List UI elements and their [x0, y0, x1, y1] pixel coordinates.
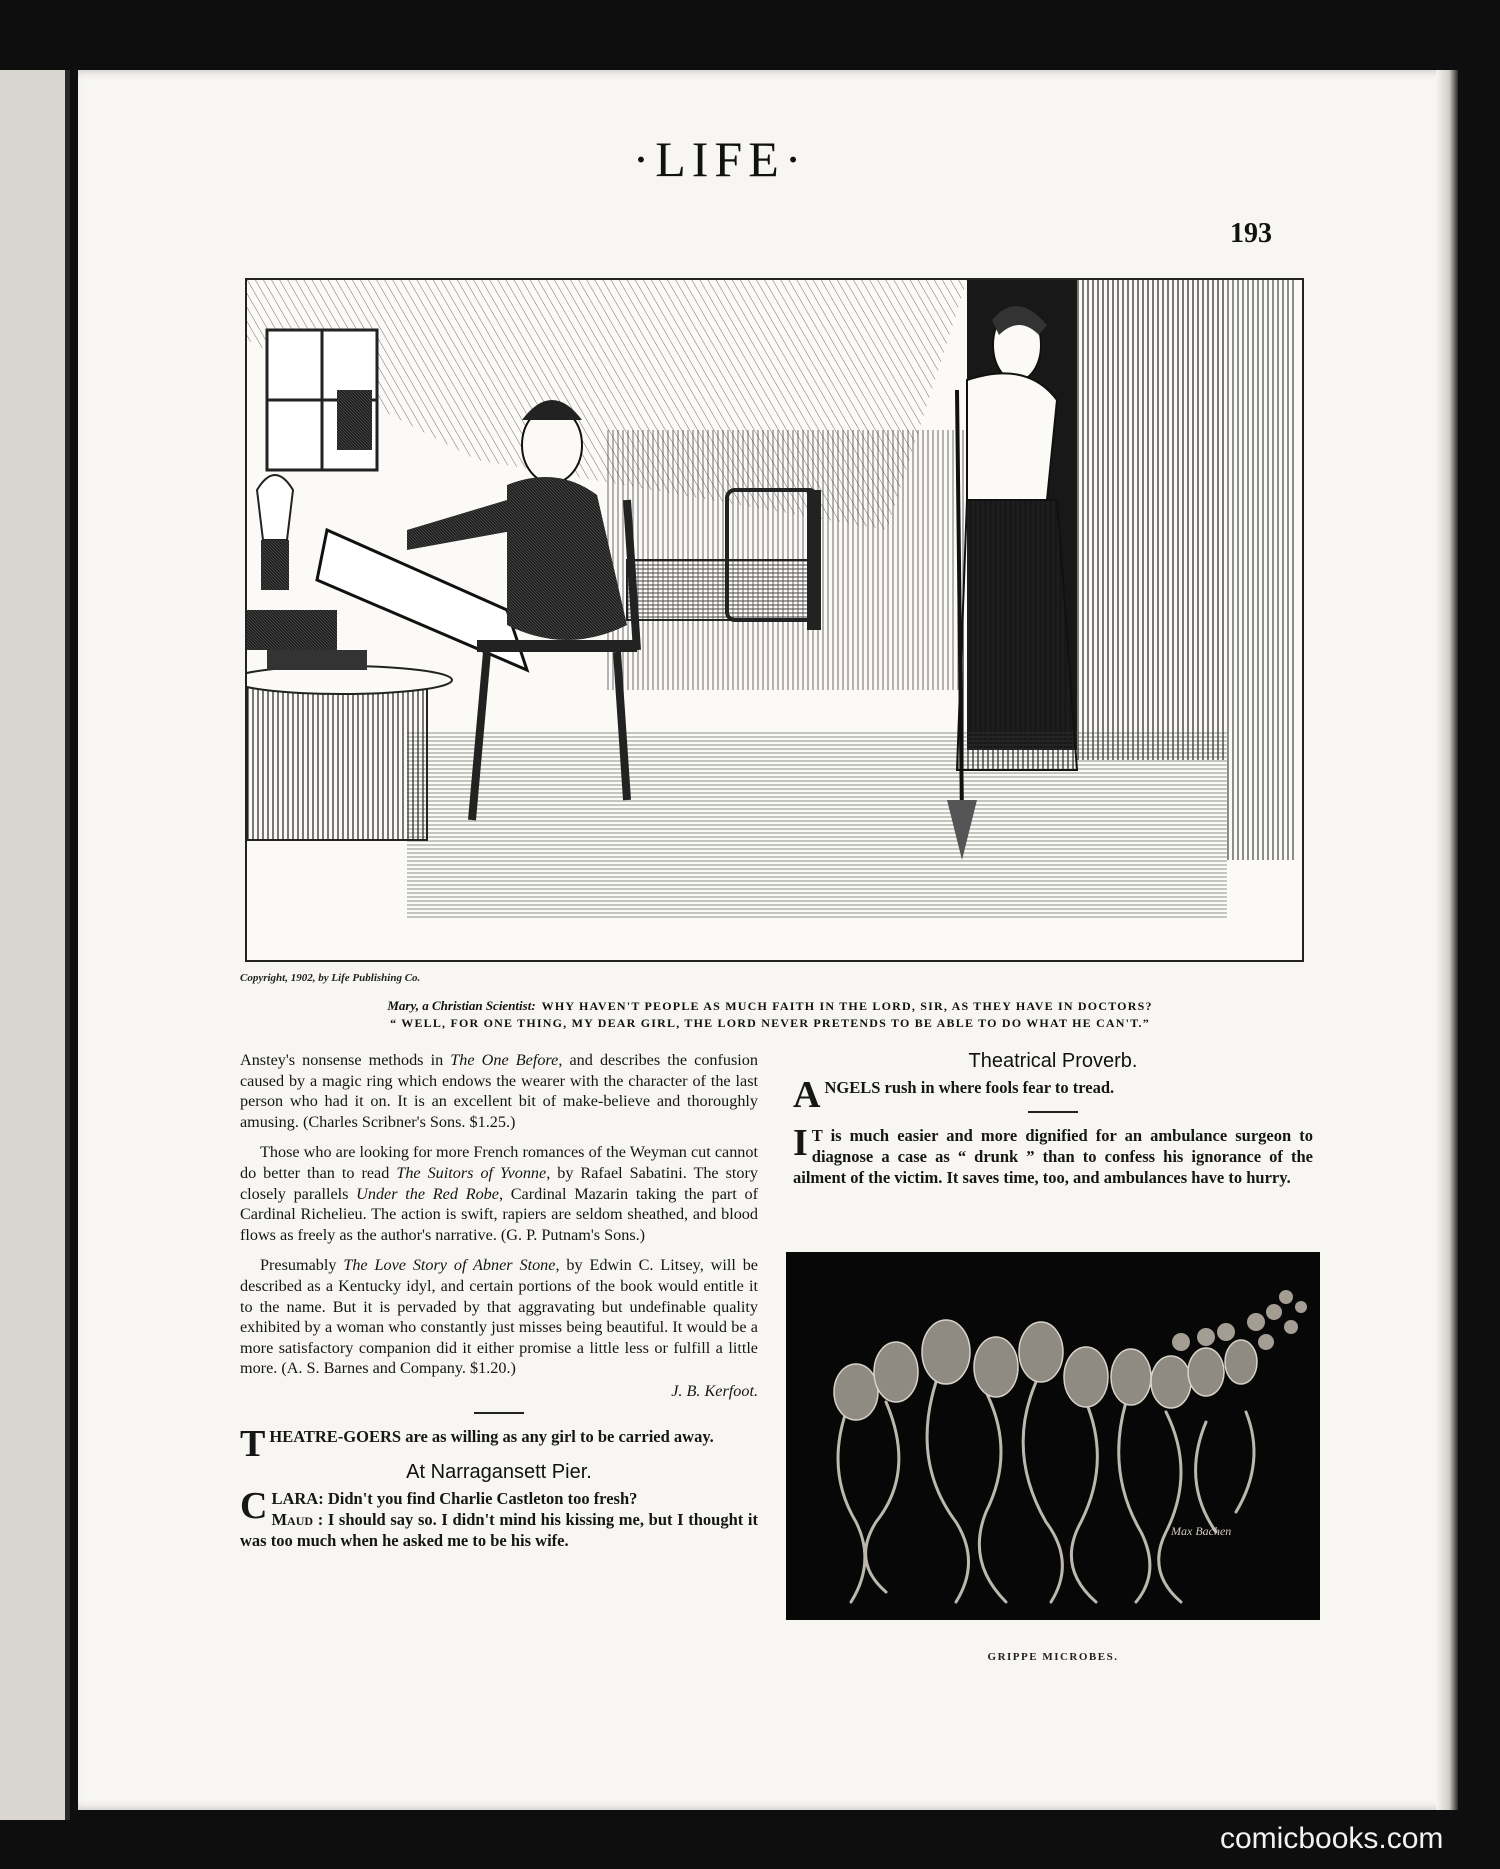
artist-signature: Max Bachen — [1171, 1524, 1232, 1538]
site-watermark: comicbooks.com — [1220, 1822, 1444, 1855]
caption-answer: “ WELL, FOR ONE THING, MY DEAR GIRL, THE LORD NEVER PRETENDS TO BE ABLE TO DO WHAT HE CAN'T.” — [390, 1016, 1150, 1030]
review-paragraph-3: Presumably The Love Story of Abner Stone, by Edwin C. Litsey, will be described as a Kentucky idyl, and certain portions of the book would entitle it to the name. But it is pervaded by that aggravating but undefinable quality exhibited by a woman who constantly just misses being beautiful. It would be a more satisfactory companion did it either promise a little less or fulfill a little more. (A. S. Barnes and Company. $1.20.) — [240, 1256, 758, 1378]
book-title: The Suitors of Yvonne — [396, 1163, 547, 1182]
book-title: Under the Red Robe — [356, 1184, 499, 1203]
left-column — [240, 1050, 758, 1563]
review-paragraph-1: Anstey's nonsense methods in The One Before, and describes the confusion caused by a magic ring which endows the wearer with the character of the last person who had it on. It is an excellent bit of make-believe and thoroughly amusing. (Charles Scribner's Sons. $1.25.) — [240, 1051, 758, 1131]
ambulance-joke: I T is much easier and more dignified for an ambulance surgeon to diagnose a case as “ drunk ” than to confess his ignorance of the ailment of the victim. It saves time, too, and ambulances have to hurry. — [793, 1122, 1313, 1187]
section-divider — [474, 1412, 524, 1414]
right-column — [793, 1050, 1313, 1200]
grippe-microbes-illustration — [786, 1252, 1320, 1620]
section-divider — [1028, 1111, 1078, 1113]
grippe-caption: GRIPPE MICROBES. — [987, 1651, 1119, 1663]
review-paragraph-2: Those who are looking for more French romances of the Weyman cut cannot do better than to read The Suitors of Yvonne, by Rafael Sabatini. The story closely parallels Under the Red Robe, Cardinal Mazarin taking the part of Cardinal Richelieu. The action is swift, rapiers are seldom sheathed, and blood flows as freely as the author's narrative. (G. P. Putnam's Sons.) — [240, 1143, 758, 1244]
caption-speaker: Mary, a Christian Scientist: — [387, 998, 536, 1013]
main-cartoon-illustration — [245, 278, 1304, 962]
masthead-title: ·LIFE· — [632, 131, 808, 187]
left-page-edge — [0, 70, 70, 1820]
caption-question: WHY HAVEN'T PEOPLE AS MUCH FAITH IN THE LORD, SIR, AS THEY HAVE IN DOCTORS? — [541, 999, 1153, 1013]
cartoon-caption-line2 — [240, 1016, 1300, 1031]
book-title: The One Before — [450, 1051, 559, 1069]
angels-proverb: ANGELS rush in where fools fear to tread. — [793, 1074, 1115, 1116]
theatre-goers-joke: THEATRE-GOERS are as willing as any girl to be carried away. — [240, 1422, 714, 1465]
clara-dialogue: CLARA: Didn't you find Charlie Castleton too fresh? — [240, 1484, 638, 1527]
cartoon-copyright: Copyright, 1902, by Life Publishing Co. — [240, 972, 421, 984]
maud-dialogue: Maud : I should say so. I didn't mind his kissing me, but I thought it was too much when he asked me to be his wife. — [240, 1509, 758, 1550]
cartoon-caption-line1 — [240, 998, 1300, 1014]
book-title: The Love Story of Abner Stone — [343, 1256, 556, 1275]
page-number: 193 — [1230, 218, 1272, 249]
theatrical-proverb-heading: Theatrical Proverb. — [968, 1050, 1138, 1072]
review-signature: J. B. Kerfoot. — [671, 1381, 758, 1400]
narragansett-heading: At Narragansett Pier. — [406, 1460, 592, 1483]
